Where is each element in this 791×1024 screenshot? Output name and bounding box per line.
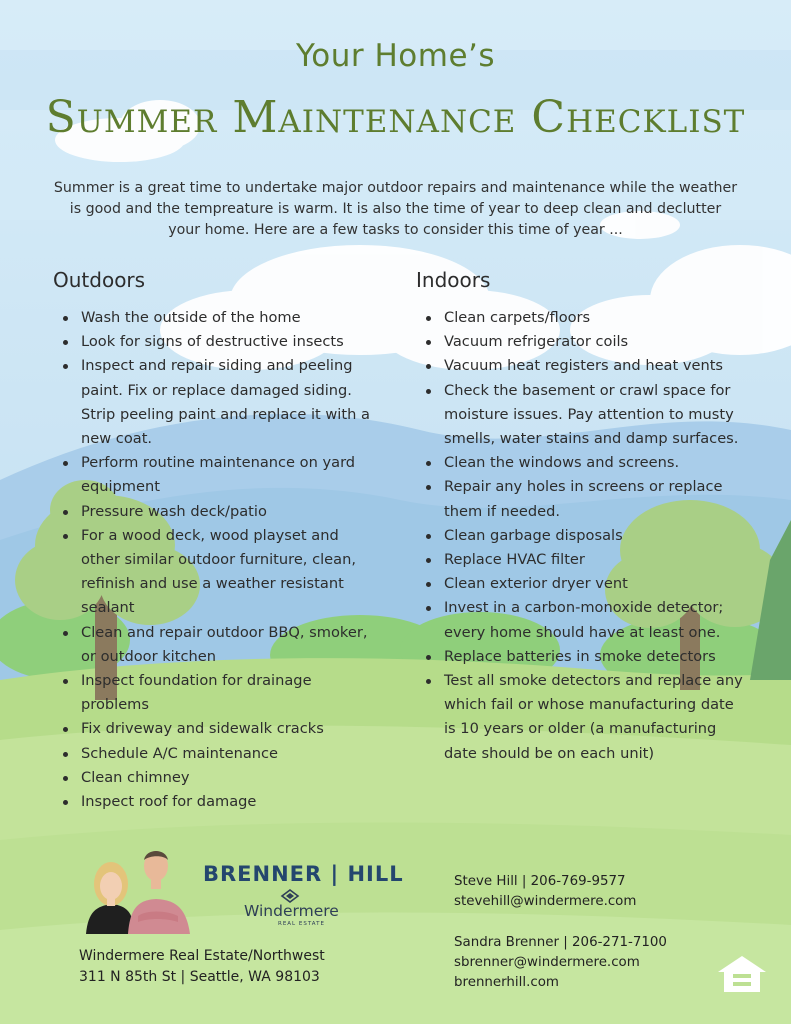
list-item: Schedule A/C maintenance bbox=[61, 742, 381, 766]
list-item: Clean and repair outdoor BBQ, smoker, or outdoor kitchen bbox=[61, 621, 381, 669]
list-item: Wash the outside of the home bbox=[61, 306, 381, 330]
title-small: Your Home’s bbox=[295, 38, 496, 74]
brokerage-subtitle: REAL ESTATE bbox=[278, 921, 325, 927]
list-item: Inspect roof for damage bbox=[61, 790, 381, 814]
list-item: Clean exterior dryer vent bbox=[424, 572, 744, 596]
agents-photo bbox=[82, 844, 194, 934]
outdoors-list bbox=[61, 306, 381, 814]
list-item: Repair any holes in screens or replace them if needed. bbox=[424, 475, 744, 523]
list-item: Clean the windows and screens. bbox=[424, 451, 744, 475]
list-item: Clean carpets/floors bbox=[424, 306, 744, 330]
contact-sandra bbox=[454, 933, 667, 993]
indoors-list bbox=[424, 306, 744, 766]
list-item: Clean chimney bbox=[61, 766, 381, 790]
list-item: Look for signs of destructive insects bbox=[61, 330, 381, 354]
brokerage-name: Windermere bbox=[244, 902, 339, 920]
list-item: Perform routine maintenance on yard equipment bbox=[61, 451, 381, 499]
office-line-1: Windermere Real Estate/Northwest bbox=[79, 948, 325, 964]
list-item: For a wood deck, wood playset and other similar outdoor furniture, clean, refinish and use a weather resistant sealant bbox=[61, 524, 381, 621]
office-address bbox=[79, 946, 325, 988]
list-item: Clean garbage disposals bbox=[424, 524, 744, 548]
list-item: Test all smoke detectors and replace any which fail or whose manufacturing date is 10 years or older (a manufacturing date should be on each unit) bbox=[424, 669, 744, 766]
list-item: Replace batteries in smoke detectors bbox=[424, 645, 744, 669]
office-line-2: 311 N 85th St | Seattle, WA 98103 bbox=[79, 969, 320, 985]
intro-paragraph: Summer is a great time to undertake major outdoor repairs and maintenance while the weather is good and the tempreature is warm. It is also the time of year to deep clean and declutter your home. Here are a few tasks to consider this time of year ... bbox=[53, 180, 738, 238]
list-item: Vacuum heat registers and heat vents bbox=[424, 354, 744, 378]
contact-steve bbox=[454, 872, 636, 912]
list-item: Pressure wash deck/patio bbox=[61, 500, 381, 524]
list-item: Invest in a carbon-monoxide detector; every home should have at least one. bbox=[424, 596, 744, 644]
windermere-logo-icon bbox=[280, 889, 300, 903]
list-item: Check the basement or crawl space for moisture issues. Pay attention to musty smells, water stains and damp surfaces. bbox=[424, 379, 744, 452]
contact-email-link[interactable]: sbrenner@windermere.com bbox=[454, 955, 640, 970]
outdoors-heading: Outdoors bbox=[53, 268, 146, 292]
website-link[interactable]: brennerhill.com bbox=[454, 975, 559, 990]
contact-email-link[interactable]: stevehill@windermere.com bbox=[454, 894, 637, 909]
list-item: Fix driveway and sidewalk cracks bbox=[61, 717, 381, 741]
list-item: Inspect foundation for drainage problems bbox=[61, 669, 381, 717]
footer bbox=[0, 840, 791, 1024]
equal-housing-opportunity-icon bbox=[716, 954, 768, 994]
list-item: Vacuum refrigerator coils bbox=[424, 330, 744, 354]
list-item: Inspect and repair siding and peeling paint. Fix or replace damaged siding. Strip peeling paint and replace it with a new coat. bbox=[61, 354, 381, 451]
contact-name-phone: Steve Hill | 206-769-9577 bbox=[454, 874, 626, 889]
brand-name: BRENNER | HILL bbox=[203, 862, 404, 886]
list-item: Replace HVAC filter bbox=[424, 548, 744, 572]
contact-name-phone: Sandra Brenner | 206-271-7100 bbox=[454, 935, 667, 950]
page-title: Summer Maintenance Checklist bbox=[45, 92, 746, 143]
indoors-heading: Indoors bbox=[416, 268, 491, 292]
